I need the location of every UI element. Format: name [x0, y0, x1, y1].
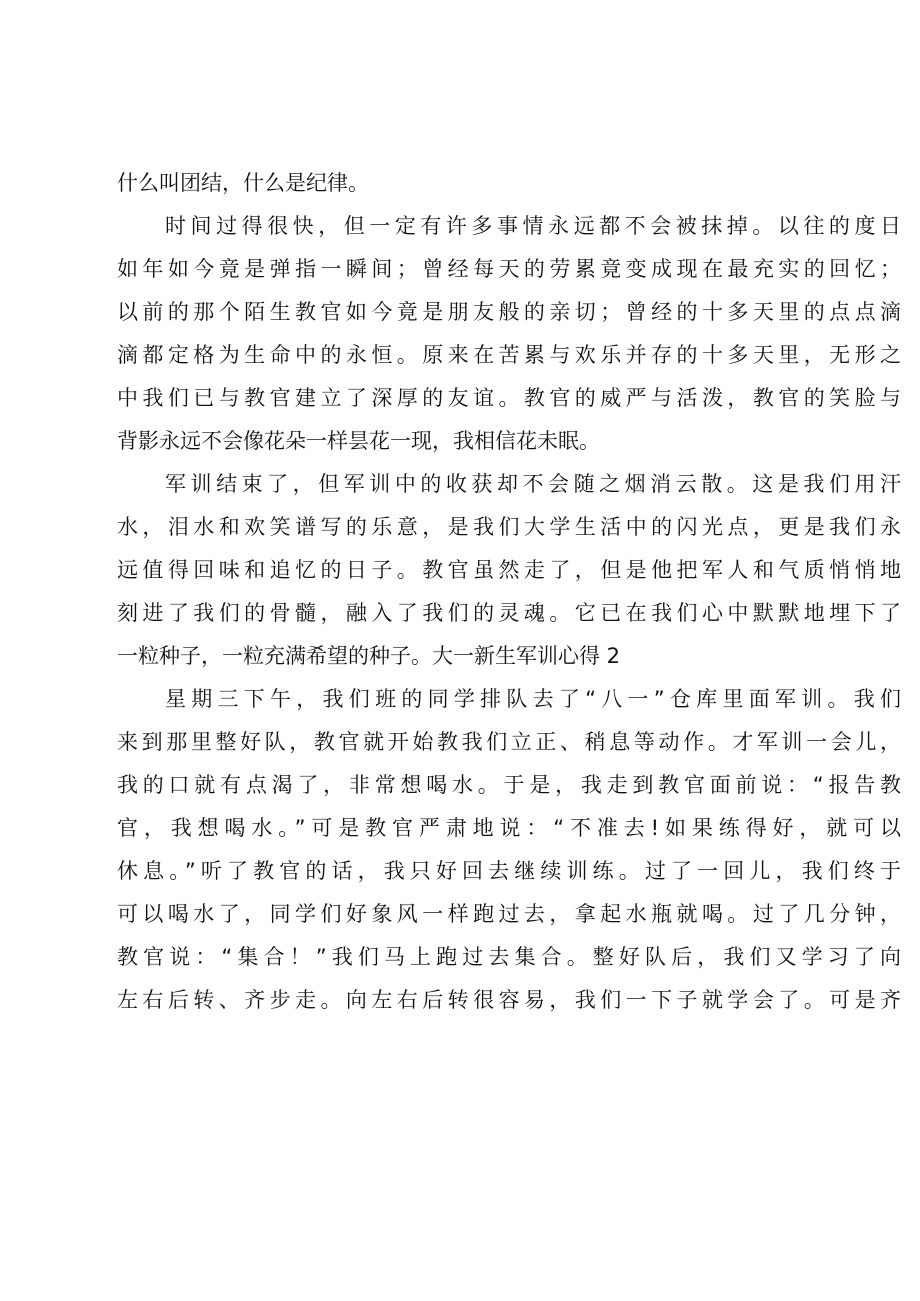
text-line: 可以喝水了，同学们好象风一样跑过去，拿起水瓶就喝。过了几分钟， — [117, 902, 901, 926]
text-line: 时间过得很快，但一定有许多事情永远都不会被抹掉。以往的度日 — [165, 214, 901, 238]
document-page-body — [117, 165, 901, 1025]
text-line: 中我们已与教官建立了深厚的友谊。教官的威严与活泼，教官的笑脸与 — [117, 386, 901, 410]
text-line: 什么叫团结，什么是纪律。 — [117, 171, 369, 195]
text-line: 刻进了我们的骨髓，融入了我们的灵魂。它已在我们心中默默地埋下了 — [117, 601, 901, 625]
text-line: 星期三下午，我们班的同学排队去了“八一”仓库里面军训。我们 — [165, 687, 901, 711]
text-line: 水，泪水和欢笑谱写的乐意，是我们大学生活中的闪光点，更是我们永 — [117, 515, 901, 539]
text-line: 休息。”听了教官的话，我只好回去继续训练。过了一回儿，我们终于 — [117, 859, 901, 883]
text-line: 教官说：“集合！”我们马上跑过去集合。整好队后，我们又学习了向 — [117, 945, 901, 969]
text-line: 滴都定格为生命中的永恒。原来在苦累与欢乐并存的十多天里，无形之 — [117, 343, 901, 367]
text-line: 远值得回味和追忆的日子。教官虽然走了，但是他把军人和气质悄悄地 — [117, 558, 901, 582]
text-line: 我的口就有点渴了，非常想喝水。于是，我走到教官面前说：“报告教 — [117, 773, 901, 797]
text-line: 以前的那个陌生教官如今竟是朋友般的亲切；曾经的十多天里的点点滴 — [117, 300, 901, 324]
text-line: 来到那里整好队，教官就开始教我们立正、稍息等动作。才军训一会儿， — [117, 730, 901, 754]
text-line: 背影永远不会像花朵一样昙花一现，我相信花未眠。 — [117, 429, 600, 453]
text-line: 如年如今竟是弹指一瞬间；曾经每天的劳累竟变成现在最充实的回忆； — [117, 257, 901, 281]
text-line: 左右后转、齐步走。向左右后转很容易，我们一下子就学会了。可是齐 — [117, 988, 901, 1012]
text-line: 一粒种子，一粒充满希望的种子。大一新生军训心得 2 — [117, 644, 621, 668]
text-line: 军训结束了，但军训中的收获却不会随之烟消云散。这是我们用汗 — [165, 472, 901, 496]
text-line: 官，我想喝水。”可是教官严肃地说：“不准去!如果练得好，就可以 — [117, 816, 901, 840]
